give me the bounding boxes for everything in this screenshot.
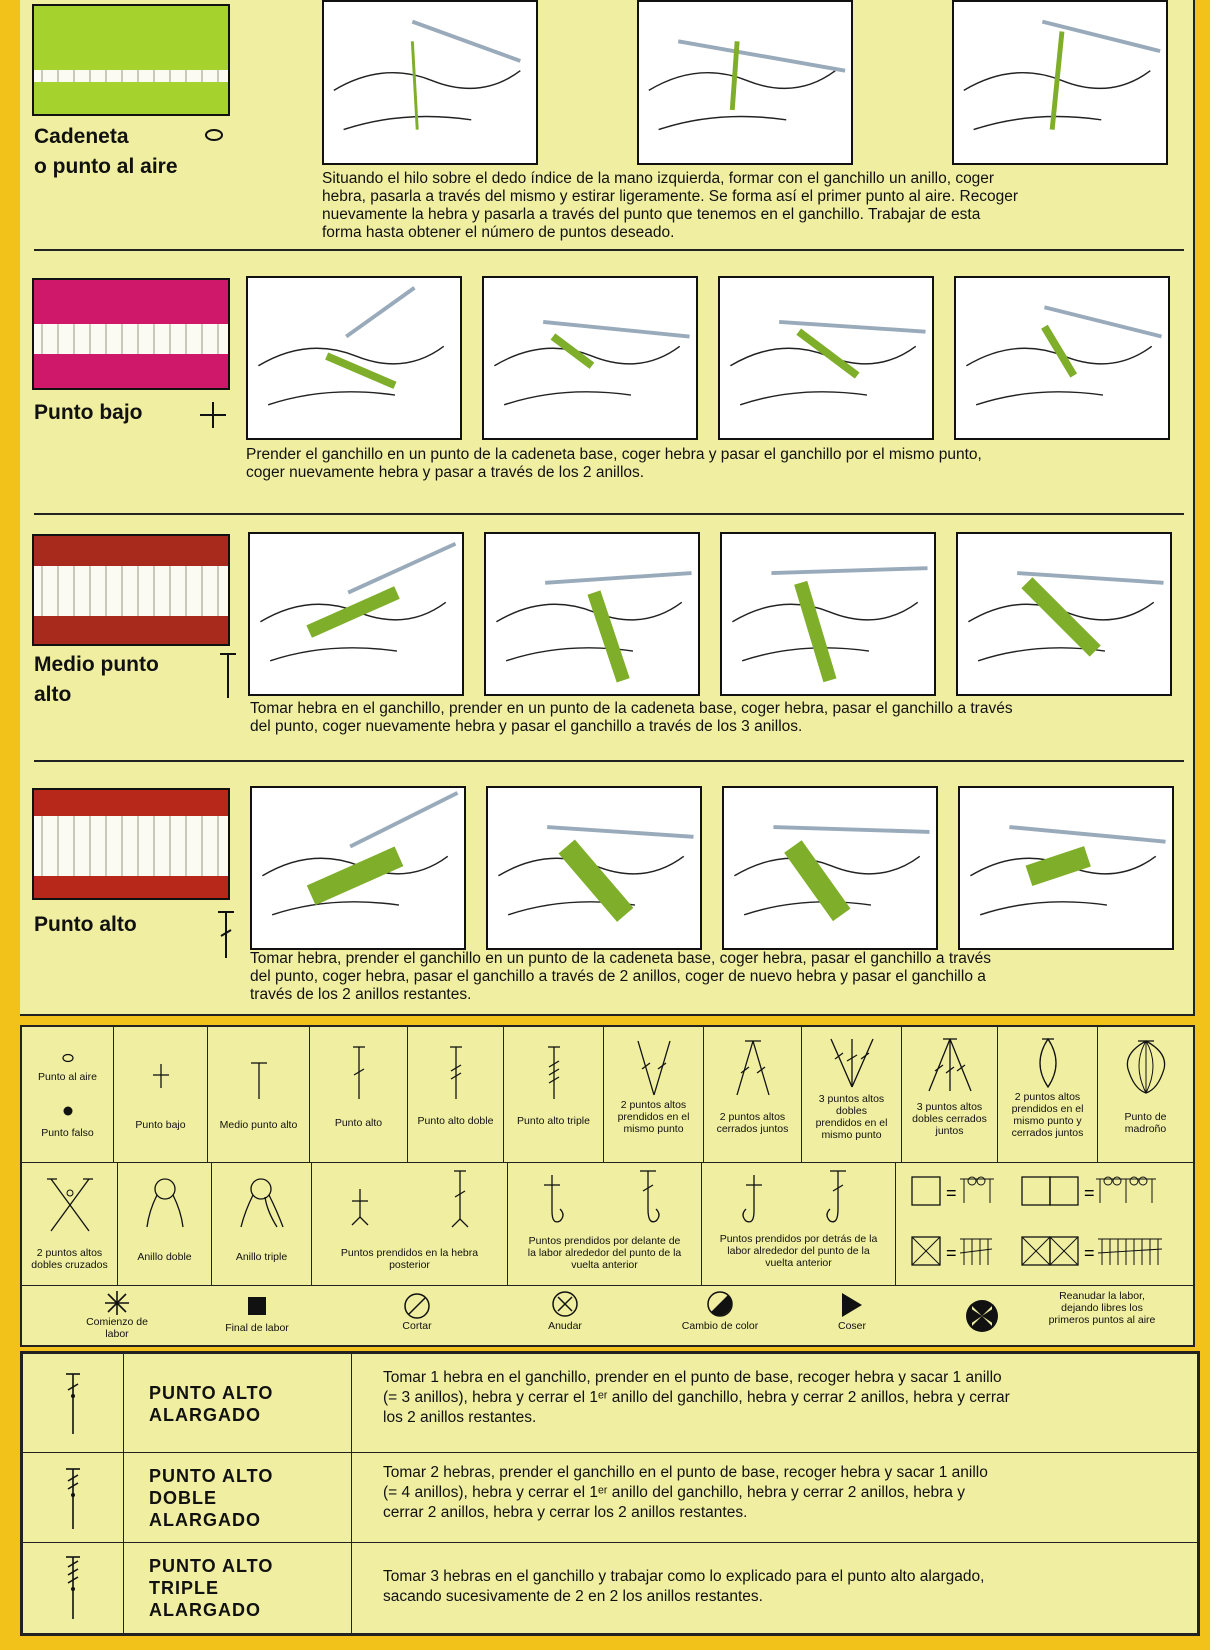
crossed-stitch-icon bbox=[22, 1175, 117, 1235]
svg-text:=: = bbox=[1084, 1183, 1095, 1203]
step-photo-2 bbox=[637, 0, 853, 165]
t-symbol-icon bbox=[218, 652, 238, 705]
legend-label: Punto de madroño bbox=[1124, 1111, 1167, 1135]
step-photo-3 bbox=[718, 276, 934, 440]
double-ring-icon bbox=[118, 1175, 211, 1229]
swatch-photo bbox=[32, 534, 230, 646]
legend-cell bbox=[702, 1163, 896, 1285]
stitch-name: PUNTO ALTO ALARGADO bbox=[149, 1383, 274, 1425]
legend-cell bbox=[352, 1286, 482, 1346]
table-row bbox=[23, 1453, 1197, 1543]
tr-icon bbox=[408, 1045, 503, 1101]
legend-label: 2 puntos altos prendidos en el mismo punto y cerrados juntos bbox=[1011, 1091, 1084, 1139]
legend-cell bbox=[802, 1027, 902, 1162]
sew-triangle-icon bbox=[792, 1292, 912, 1318]
legend-label: 3 puntos altos dobles cerrados juntos bbox=[912, 1101, 987, 1137]
step-photo-3 bbox=[952, 0, 1168, 165]
legend-label: Coser bbox=[837, 1320, 866, 1332]
step-photo-1 bbox=[246, 276, 462, 440]
legend-cell bbox=[704, 1027, 802, 1162]
step-photo-3 bbox=[722, 786, 938, 950]
legend-label: Final de labor bbox=[225, 1322, 289, 1334]
legend-cell bbox=[896, 1163, 1193, 1285]
legend-label: Reanudar la labor, dejando libres los primeros puntos al aire bbox=[1048, 1290, 1156, 1326]
triple-ring-icon bbox=[212, 1175, 311, 1229]
legend-label: Anillo triple bbox=[235, 1251, 288, 1263]
legend-label: 2 puntos altos dobles cruzados bbox=[31, 1247, 108, 1271]
step-photo-2 bbox=[484, 532, 700, 696]
stitch-description: Tomar 2 hebras, prender el ganchillo en el punto de base, recoger hebra y sacar 1 anillo (= 4 anillos), hebra y cerrar el 1ᵉʳ anillo del ganchillo, hebra y cerrar 2 anillos, hebra y cerrar 2 anillos, hebra y cerrar los 2 anillos restantes. bbox=[383, 1464, 988, 1521]
legend-label: Puntos prendidos por delante de la labor alrededor del punto de la vuelta anterior bbox=[527, 1235, 682, 1271]
back-loop-sc-icon bbox=[348, 1187, 372, 1227]
step-photo-4 bbox=[956, 532, 1172, 696]
stitch-name: Medio punto alto bbox=[34, 653, 159, 706]
dot-icon bbox=[22, 1105, 113, 1117]
front-post-dc-icon bbox=[634, 1169, 664, 1229]
plus-symbol-icon bbox=[198, 400, 228, 435]
legend-label: Cambio de color bbox=[681, 1320, 759, 1332]
elongated-dc-icon bbox=[61, 1372, 85, 1436]
stitch-name: Cadeneta o punto al aire bbox=[34, 125, 178, 178]
legend-label: Punto alto doble bbox=[417, 1115, 494, 1127]
legend-cell bbox=[508, 1163, 702, 1285]
rejoin-icon bbox=[952, 1298, 1012, 1334]
legend-row-3 bbox=[22, 1286, 1193, 1346]
step-photo-1 bbox=[322, 0, 538, 165]
stitch-name-cell bbox=[123, 1453, 352, 1542]
color-change-icon bbox=[640, 1290, 800, 1318]
cluster-stitch-icon bbox=[902, 1037, 997, 1093]
back-loop-dc-icon bbox=[448, 1169, 472, 1229]
step-photo-3 bbox=[720, 532, 936, 696]
legend-cell bbox=[1098, 1027, 1193, 1162]
symbol-legend bbox=[20, 1025, 1195, 1347]
puff-stitch-icon bbox=[998, 1035, 1097, 1091]
legend-label: Punto al aire bbox=[38, 1071, 97, 1083]
step-photo-2 bbox=[486, 786, 702, 950]
legend-row-1 bbox=[22, 1027, 1193, 1162]
circle-icon bbox=[22, 1053, 113, 1063]
asterisk-icon bbox=[42, 1290, 192, 1316]
legend-label: 2 puntos altos prendidos en el mismo punto bbox=[617, 1099, 690, 1135]
v-stitch-icon bbox=[604, 1039, 703, 1097]
stitch-name: Punto alto bbox=[34, 913, 137, 936]
square-icon bbox=[192, 1296, 322, 1316]
legend-label: Puntos prendidos en la hebra posterior bbox=[340, 1247, 479, 1271]
legend-cell bbox=[114, 1027, 208, 1162]
table-row bbox=[23, 1543, 1197, 1633]
legend-cell bbox=[792, 1286, 912, 1346]
stitch-description: Prender el ganchillo en un punto de la cadeneta base, coger hebra y pasar el ganchillo por el mismo punto, coger nuevamente hebra y pasar a través de los 2 anillos. bbox=[246, 446, 982, 481]
step-photo-4 bbox=[954, 276, 1170, 440]
legend-label: Punto bajo bbox=[135, 1119, 186, 1131]
stitch-name: PUNTO ALTO TRIPLE ALARGADO bbox=[149, 1556, 274, 1620]
legend-label: Punto falso bbox=[41, 1127, 94, 1139]
stitch-symbol-cell bbox=[23, 1543, 124, 1633]
elongated-tr-icon bbox=[61, 1467, 85, 1531]
bobble-stitch-icon bbox=[1098, 1035, 1193, 1095]
legend-cell bbox=[902, 1027, 998, 1162]
legend-label: Cortar bbox=[402, 1320, 432, 1332]
legend-label: 2 puntos altos cerrados juntos bbox=[716, 1111, 789, 1135]
legend-label: Anillo doble bbox=[137, 1251, 192, 1263]
elongated-dtr-icon bbox=[61, 1555, 85, 1621]
knot-icon bbox=[500, 1290, 630, 1318]
stitch-symbol-cell bbox=[23, 1354, 124, 1452]
dc-icon bbox=[310, 1045, 407, 1101]
stitch-name-cell bbox=[123, 1354, 352, 1452]
legend-cell bbox=[408, 1027, 504, 1162]
stitch-description: Tomar 1 hebra en el ganchillo, prender en el punto de base, recoger hebra y sacar 1 anillo (= 3 anillos), hebra y cerrar el 1ᵉʳ anillo del ganchillo, hebra y cerrar 2 anillos, hebra y cerrar los 2 anillos restantes. bbox=[383, 1369, 1010, 1426]
stitch-description: Tomar hebra, prender el ganchillo en un punto de la cadeneta base, coger hebra, pasar el ganchillo a través del punto, coger hebra, pasar el ganchillo a través de 2 anillos, coger de nuevo hebra y pasar el ganchillo a través de los 2 anillos restantes. bbox=[250, 950, 992, 1003]
dc-symbol-icon bbox=[216, 910, 236, 965]
legend-row-2 bbox=[22, 1163, 1193, 1285]
stitch-symbol-cell bbox=[23, 1453, 124, 1542]
svg-text:=: = bbox=[946, 1183, 957, 1203]
divider bbox=[34, 249, 1184, 251]
stitch-description: Tomar hebra en el ganchillo, prender en un punto de la cadeneta base, coger hebra, pasar el ganchillo a través del punto, coger nuevamente hebra y pasar el ganchillo a través de los 3 anillos. bbox=[250, 700, 1013, 735]
chain-symbol-icon bbox=[204, 128, 224, 147]
legend-cell bbox=[604, 1027, 704, 1162]
legend-cell bbox=[22, 1027, 114, 1162]
section-medio-punto-alto bbox=[20, 520, 1195, 760]
legend-cell bbox=[500, 1286, 630, 1346]
divider bbox=[34, 760, 1184, 762]
stitch-description: Tomar 3 hebras en el ganchillo y trabajar como lo explicado para el punto alto alargado, sacando sucesivamente de 2 en 2 los anillos restantes. bbox=[383, 1568, 985, 1605]
legend-cell bbox=[310, 1027, 408, 1162]
back-post-sc-icon bbox=[738, 1173, 768, 1229]
stitch-instructions-panel bbox=[20, 0, 1195, 1016]
legend-cell bbox=[42, 1286, 192, 1346]
stitch-name: PUNTO ALTO DOBLE ALARGADO bbox=[149, 1466, 274, 1530]
step-photo-1 bbox=[250, 786, 466, 950]
swatch-photo bbox=[32, 278, 230, 390]
section-punto-bajo bbox=[20, 258, 1195, 508]
fan-stitch-icon bbox=[802, 1037, 901, 1089]
dtr-icon bbox=[504, 1045, 603, 1101]
legend-cell bbox=[1012, 1286, 1192, 1346]
dec-stitch-icon bbox=[704, 1039, 801, 1097]
plus-icon bbox=[114, 1063, 207, 1089]
legend-cell bbox=[998, 1027, 1098, 1162]
legend-label: Anudar bbox=[548, 1320, 582, 1332]
legend-label: Medio punto alto bbox=[219, 1119, 298, 1131]
table-row bbox=[23, 1354, 1197, 1453]
legend-cell bbox=[640, 1286, 800, 1346]
legend-label: Puntos prendidos por detrás de la labor alrededor del punto de la vuelta anterior bbox=[719, 1233, 878, 1269]
legend-cell bbox=[208, 1027, 310, 1162]
legend-cell bbox=[312, 1163, 508, 1285]
t-icon bbox=[208, 1061, 309, 1101]
svg-text:=: = bbox=[1084, 1243, 1095, 1263]
step-photo-4 bbox=[958, 786, 1174, 950]
swatch-photo bbox=[32, 4, 230, 116]
page-edge bbox=[1200, 0, 1232, 1650]
svg-text:=: = bbox=[946, 1243, 957, 1263]
stitch-name: Punto bajo bbox=[34, 401, 143, 424]
divider bbox=[34, 513, 1184, 515]
section-punto-alto bbox=[20, 768, 1195, 1016]
legend-cell bbox=[192, 1286, 322, 1346]
swatch-photo bbox=[32, 788, 230, 900]
legend-cell bbox=[952, 1286, 1012, 1346]
legend-label: 3 puntos altos dobles prendidos en el mismo punto bbox=[815, 1093, 888, 1141]
legend-cell bbox=[504, 1027, 604, 1162]
legend-cell bbox=[212, 1163, 312, 1285]
legend-label: Punto alto triple bbox=[517, 1115, 590, 1127]
section-cadeneta bbox=[20, 0, 1195, 255]
stitch-name-cell bbox=[123, 1543, 352, 1633]
back-post-dc-icon bbox=[822, 1169, 852, 1229]
stitch-description: Situando el hilo sobre el dedo índice de la mano izquierda, formar con el ganchillo un anillo, coger hebra, pasarla a través del mismo y estirar ligeramente. Se forma así el primer punto al aire. Recoger nuevamente la hebra y pasarla a través del punto que tenemos en el ganchillo. Trabajar de esta forma hasta obtener el número de puntos deseado. bbox=[322, 170, 1019, 241]
legend-cell bbox=[22, 1163, 118, 1285]
legend-label: Comienzo de labor bbox=[86, 1316, 148, 1340]
front-post-sc-icon bbox=[538, 1173, 568, 1229]
elongated-stitches-table bbox=[20, 1351, 1200, 1636]
cut-icon bbox=[352, 1292, 482, 1320]
step-photo-2 bbox=[482, 276, 698, 440]
legend-cell bbox=[118, 1163, 212, 1285]
legend-label: Punto alto bbox=[334, 1117, 383, 1129]
grid-equivalence-icon bbox=[910, 1171, 1180, 1277]
step-photo-1 bbox=[248, 532, 464, 696]
